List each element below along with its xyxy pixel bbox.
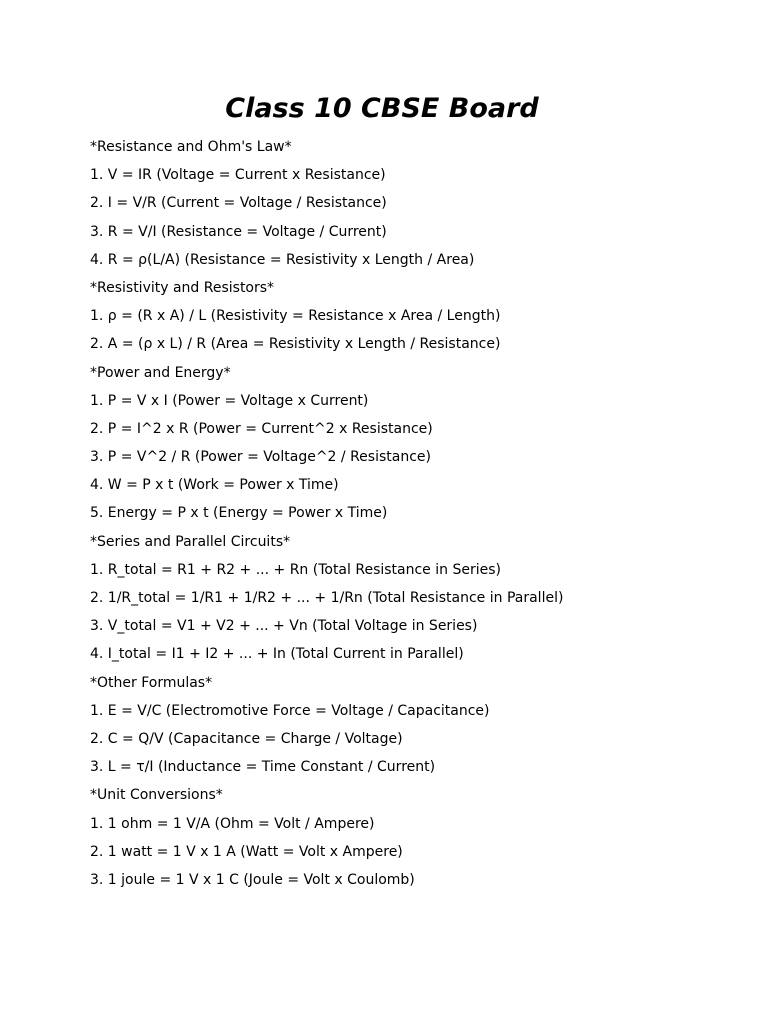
formula-line: 3. V_total = V1 + V2 + ... + Vn (Total Voltage in Series) <box>90 618 478 635</box>
formula-line: 1. P = V x I (Power = Voltage x Current) <box>90 392 369 409</box>
formula-list <box>90 133 750 894</box>
formula-line: 5. Energy = P x t (Energy = Power x Time) <box>90 505 388 522</box>
section-heading-resistivity-resistors: *Resistivity and Resistors* <box>90 279 275 296</box>
formula-line: 2. 1/R_total = 1/R1 + 1/R2 + ... + 1/Rn (Total Resistance in Parallel) <box>90 590 564 606</box>
formula-line: 4. R = ρ(L/A) (Resistance = Resistivity x Length / Area) <box>90 251 475 268</box>
section-heading-resistance-ohms-law: *Resistance and Ohm's Law* <box>90 139 292 155</box>
section-heading-unit-conversions: *Unit Conversions* <box>90 787 223 804</box>
formula-line: 2. I = V/R (Current = Voltage / Resistance) <box>90 195 387 212</box>
formula-line: 3. 1 joule = 1 V x 1 C (Joule = Volt x Coulomb) <box>90 871 415 888</box>
formula-line: 2. P = I^2 x R (Power = Current^2 x Resistance) <box>90 420 433 437</box>
formula-line: 2. C = Q/V (Capacitance = Charge / Voltage) <box>90 730 403 747</box>
formula-line: 3. P = V^2 / R (Power = Voltage^2 / Resistance) <box>90 449 431 466</box>
section-heading-other-formulas: *Other Formulas* <box>90 674 213 691</box>
formula-line: 2. A = (ρ x L) / R (Area = Resistivity x Length / Resistance) <box>90 336 501 353</box>
formula-line: 1. 1 ohm = 1 V/A (Ohm = Volt / Ampere) <box>90 815 375 832</box>
formula-line: 3. L = τ/I (Inductance = Time Constant / Current) <box>90 759 436 776</box>
formula-line: 4. W = P x t (Work = Power x Time) <box>90 477 339 494</box>
section-heading-power-energy: *Power and Energy* <box>90 364 231 381</box>
formula-line: 1. V = IR (Voltage = Current x Resistance) <box>90 167 386 184</box>
section-heading-series-parallel: *Series and Parallel Circuits* <box>90 533 291 550</box>
page-title: Class 10 CBSE Board <box>225 93 539 124</box>
formula-line: 3. R = V/I (Resistance = Voltage / Current) <box>90 223 387 240</box>
formula-line: 1. E = V/C (Electromotive Force = Voltage / Capacitance) <box>90 702 490 719</box>
formula-line: 1. R_total = R1 + R2 + ... + Rn (Total Resistance in Series) <box>90 561 501 578</box>
formula-line: 4. I_total = I1 + I2 + ... + In (Total Current in Parallel) <box>90 646 464 663</box>
formula-line: 1. ρ = (R x A) / L (Resistivity = Resistance x Area / Length) <box>90 308 501 325</box>
formula-line: 2. 1 watt = 1 V x 1 A (Watt = Volt x Ampere) <box>90 843 403 860</box>
